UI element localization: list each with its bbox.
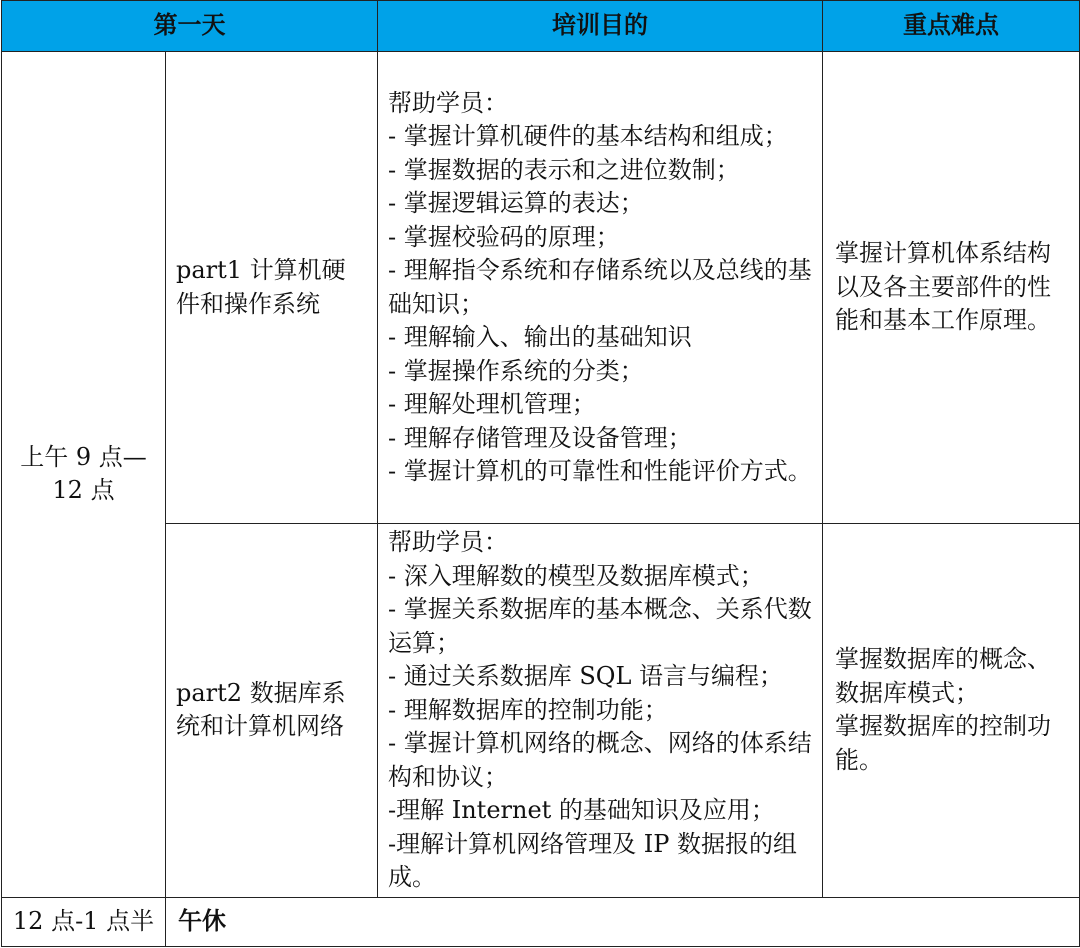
lunch-time-cell: 12 点-1 点半 xyxy=(2,897,166,946)
goal-line: - 掌握逻辑运算的表达； xyxy=(388,189,644,217)
table-row-part1 xyxy=(2,52,1080,524)
goal-line: -理解计算机网络管理及 IP 数据报的组成。 xyxy=(388,829,797,891)
part2-key-points xyxy=(823,524,1080,898)
goal-line: - 掌握计算机网络的概念、网络的体系结构和协议； xyxy=(388,729,812,791)
key-point-line: 掌握数据库的概念、数据库模式； xyxy=(835,645,1051,707)
part1-goals xyxy=(378,52,823,524)
goal-line: 帮助学员： xyxy=(388,528,508,556)
key-point-line: 掌握数据库的控制功能。 xyxy=(835,712,1051,774)
goal-line: - 理解输入、输出的基础知识 xyxy=(388,323,692,351)
schedule-table xyxy=(1,0,1080,947)
key-point-line: 掌握计算机体系结构以及各主要部件的性能和基本工作原理。 xyxy=(835,239,1051,335)
goal-line: - 掌握关系数据库的基本概念、关系代数运算； xyxy=(388,595,812,657)
goal-line: - 掌握数据的表示和之进位数制； xyxy=(388,155,740,184)
morning-time-cell: 上午 9 点— 12 点 xyxy=(2,52,166,898)
goal-line: - 掌握校验码的原理； xyxy=(388,222,620,251)
goal-line: - 理解指令系统和存储系统以及总线的基础知识； xyxy=(388,256,812,318)
lunch-label: 午休 xyxy=(166,897,1080,946)
goal-line: - 理解存储管理及设备管理； xyxy=(388,423,692,452)
part1-topic: part1 计算机硬件和操作系统 xyxy=(166,52,378,524)
part2-topic: part2 数据库系统和计算机网络 xyxy=(166,524,378,898)
goal-line: -理解 Internet 的基础知识及应用； xyxy=(388,796,775,824)
header-key-points: 重点难点 xyxy=(823,1,1080,52)
goal-line: - 理解处理机管理； xyxy=(388,390,596,418)
header-goals: 培训目的 xyxy=(378,1,823,52)
goal-line: - 理解数据库的控制功能； xyxy=(388,695,668,724)
goal-line: - 掌握计算机的可靠性和性能评价方式。 xyxy=(388,457,812,485)
goal-line: - 深入理解数的模型及数据库模式； xyxy=(388,561,764,590)
header-row xyxy=(2,1,1080,52)
table-row-lunch xyxy=(2,897,1080,946)
goal-line: - 通过关系数据库 SQL 语言与编程； xyxy=(388,662,784,690)
goal-line: - 掌握计算机硬件的基本结构和组成； xyxy=(388,122,788,150)
part1-key-points xyxy=(823,52,1080,524)
goal-line: 帮助学员： xyxy=(388,88,508,117)
part2-goals xyxy=(378,524,823,898)
goal-line: - 掌握操作系统的分类； xyxy=(388,356,644,385)
header-day: 第一天 xyxy=(2,1,378,52)
